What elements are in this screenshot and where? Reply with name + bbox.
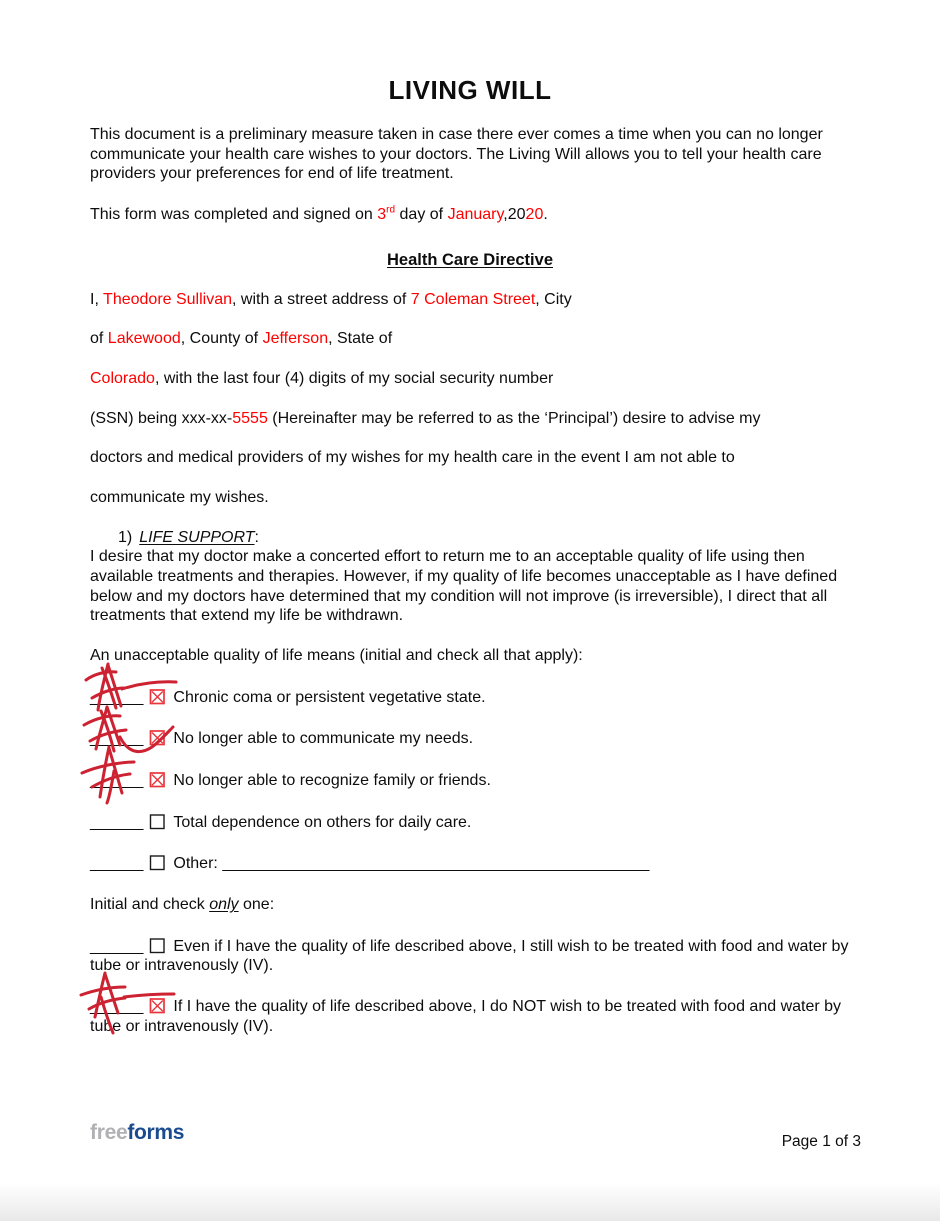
only-one-intro: [90, 895, 850, 915]
directive-line: [90, 290, 850, 310]
intro-paragraph: This document is a preliminary measure taken in case there ever comes a time when you can no longer communicate your health care wishes to your doctors. The Living Will allows you to tell your health care providers your preferences for end of life treatment.: [90, 126, 823, 183]
initial-blank-line[interactable]: ______: [90, 730, 144, 748]
directive-line: [90, 369, 850, 389]
checkbox-unchecked-icon[interactable]: [149, 854, 166, 871]
initial-blank-line[interactable]: ______: [90, 772, 144, 790]
date-day-suffix: rd: [386, 204, 396, 216]
date-prefix: This form was completed and signed on: [90, 206, 378, 224]
checkbox-checked-icon[interactable]: [149, 997, 166, 1014]
state-value: Colorado: [90, 370, 155, 388]
principal-name: Theodore Sullivan: [103, 290, 233, 308]
directive-paragraph: [90, 290, 850, 508]
text: , County of: [180, 330, 263, 348]
freeforms-logo: [90, 1121, 184, 1145]
checkbox-unchecked-icon[interactable]: [149, 937, 166, 954]
checklist-item-label: Even if I have the quality of life described above, I still wish to be treated with food and water by tube or intravenously (IV).: [90, 937, 849, 975]
checkbox-checked-icon[interactable]: [149, 771, 166, 788]
checkbox-checked-icon[interactable]: [149, 729, 166, 746]
date-month: January: [447, 206, 504, 224]
text: , City: [535, 290, 572, 308]
checklist-item: [90, 854, 850, 874]
quality-list-intro: An unacceptable quality of life means (initial and check all that apply):: [90, 647, 583, 665]
logo-free-text: free: [90, 1121, 128, 1144]
checklist-item-label: No longer able to recognize family or friends.: [173, 772, 491, 790]
directive-line: [90, 409, 850, 429]
checklist-item-label: Chronic coma or persistent vegetative state.: [173, 688, 486, 706]
text: one:: [238, 896, 275, 914]
directive-line: doctors and medical providers of my wishes for my health care in the event I am not able to: [90, 449, 735, 467]
date-middle: day of: [395, 206, 448, 224]
date-year: 20: [525, 206, 544, 224]
initial-blank-line[interactable]: ______: [90, 813, 144, 831]
checklist-item-label: Other:: [173, 855, 218, 873]
text: , with a street address of: [232, 290, 411, 308]
directive-line: communicate my wishes.: [90, 489, 269, 507]
city-value: Lakewood: [107, 330, 181, 348]
checkbox-checked-icon[interactable]: [149, 688, 166, 705]
directive-line: [90, 329, 850, 349]
date-line: [90, 205, 850, 225]
other-fill-line[interactable]: ________________________________________________: [222, 855, 650, 873]
checklist-item: [90, 729, 850, 749]
text: Initial and check: [90, 896, 210, 914]
text: (SSN) being xxx-xx-: [90, 409, 233, 427]
county-value: Jefferson: [262, 330, 329, 348]
checklist-item-label: No longer able to communicate my needs.: [173, 730, 474, 748]
text: of: [90, 330, 108, 348]
ssn-value: 5555: [232, 409, 268, 427]
checklist-item: [90, 771, 850, 791]
street-address: 7 Coleman Street: [410, 290, 536, 308]
only-emphasis: only: [209, 896, 239, 914]
initial-blank-line[interactable]: ______: [90, 855, 144, 873]
section-heading: Health Care Directive: [387, 250, 553, 269]
initial-blank-line[interactable]: ______: [90, 937, 144, 955]
checklist-item-label: Total dependence on others for daily care.: [173, 813, 472, 831]
initial-blank-line[interactable]: ______: [90, 998, 144, 1016]
page-title: LIVING WILL: [388, 75, 552, 105]
checklist-item: [90, 688, 850, 708]
life-support-heading: [90, 528, 850, 548]
logo-forms-text: forms: [127, 1121, 185, 1144]
initial-blank-line[interactable]: ______: [90, 688, 144, 706]
colon: :: [254, 528, 259, 546]
text: , State of: [328, 330, 393, 348]
checklist-item: [90, 937, 850, 976]
page-number: Page 1 of 3: [781, 1133, 861, 1150]
life-support-body: I desire that my doctor make a concerted effort to return me to an acceptable quality of life using then available treatments and therapies. However, if my quality of life becomes unacceptable as I have defined below and my doctors have determined that my condition will not improve (is irreversible), I direct that all treatments that extend my life be withdrawn.: [90, 548, 838, 625]
date-century: ,20: [503, 206, 526, 224]
checkbox-unchecked-icon[interactable]: [149, 813, 166, 830]
life-support-title: LIFE SUPPORT: [139, 528, 255, 546]
date-day: 3: [377, 206, 387, 224]
checklist-item: [90, 813, 850, 833]
list-number: 1): [118, 528, 133, 546]
text: I,: [90, 290, 104, 308]
text: , with the last four (4) digits of my social security number: [154, 370, 554, 388]
text: (Hereinafter may be referred to as the ‘Principal’) desire to advise my: [267, 409, 761, 427]
date-period: .: [543, 206, 548, 224]
checklist-item: [90, 997, 850, 1036]
page-bottom-shadow: [0, 1183, 940, 1221]
checklist-item-label: If I have the quality of life described above, I do NOT wish to be treated with food and water by tube or intravenously (IV).: [90, 998, 842, 1035]
